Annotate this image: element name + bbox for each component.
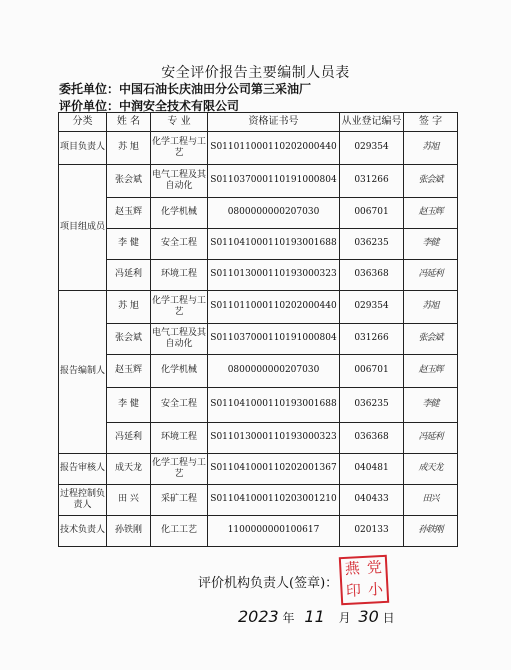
organization-head-label: 评价机构负责人(签章)： bbox=[198, 576, 339, 591]
major-cell: 化工工艺 bbox=[151, 516, 208, 547]
signature-cell: 成天龙 bbox=[404, 454, 458, 485]
name-cell: 成天龙 bbox=[107, 454, 151, 485]
group-cell: 技术负责人 bbox=[59, 516, 107, 547]
signature-cell: 冯延利 bbox=[404, 260, 458, 291]
major-cell: 采矿工程 bbox=[151, 485, 208, 516]
signature-cell: 孙铁刚 bbox=[404, 516, 458, 547]
reg-cell: 036368 bbox=[340, 423, 404, 454]
cert-cell: S011041000110193001688 bbox=[208, 388, 340, 423]
name-cell: 李 健 bbox=[107, 388, 151, 423]
name-cell: 苏 旭 bbox=[107, 291, 151, 324]
header-cert: 资格证书号 bbox=[208, 113, 340, 132]
header-major: 专 业 bbox=[151, 113, 208, 132]
header-category: 分类 bbox=[59, 113, 107, 132]
cert-cell: S011041000110202001367 bbox=[208, 454, 340, 485]
header-reg: 从业登记编号 bbox=[340, 113, 404, 132]
signature-cell: 张会斌 bbox=[404, 165, 458, 198]
reg-cell: 036235 bbox=[340, 388, 404, 423]
stamp-char: 燕 bbox=[344, 559, 361, 578]
major-cell: 电气工程及其自动化 bbox=[151, 324, 208, 355]
signature-cell: 冯延利 bbox=[404, 423, 458, 454]
signature-cell: 田兴 bbox=[404, 485, 458, 516]
group-cell: 过程控制负责人 bbox=[59, 485, 107, 516]
major-cell: 化学工程与工艺 bbox=[151, 132, 208, 165]
major-cell: 安全工程 bbox=[151, 388, 208, 423]
table-row bbox=[59, 324, 458, 355]
table-row bbox=[59, 388, 458, 423]
signing-date bbox=[238, 607, 395, 626]
evaluator-label: 评价单位： bbox=[59, 99, 120, 113]
table-row bbox=[59, 485, 458, 516]
name-cell: 张会斌 bbox=[107, 324, 151, 355]
reg-cell: 029354 bbox=[340, 291, 404, 324]
table-row bbox=[59, 355, 458, 388]
table-row bbox=[59, 454, 458, 485]
cert-cell: S011013000110193000323 bbox=[208, 423, 340, 454]
reg-cell: 029354 bbox=[340, 132, 404, 165]
reg-cell: 036368 bbox=[340, 260, 404, 291]
name-cell: 张会斌 bbox=[107, 165, 151, 198]
reg-cell: 020133 bbox=[340, 516, 404, 547]
table-row bbox=[59, 198, 458, 229]
major-cell: 环境工程 bbox=[151, 423, 208, 454]
cert-cell: 0800000000207030 bbox=[208, 355, 340, 388]
major-cell: 化学机械 bbox=[151, 355, 208, 388]
table-row bbox=[59, 423, 458, 454]
name-cell: 苏 旭 bbox=[107, 132, 151, 165]
stamp-char: 小 bbox=[367, 580, 384, 599]
month-label: 月 bbox=[338, 611, 351, 625]
cert-cell: 1100000000100617 bbox=[208, 516, 340, 547]
signature-cell: 赵玉辉 bbox=[404, 355, 458, 388]
group-cell: 报告编制人 bbox=[59, 291, 107, 454]
year-handwritten: 2023 bbox=[238, 607, 279, 626]
cert-cell: S011037000110191000804 bbox=[208, 324, 340, 355]
stamp-char: 党 bbox=[366, 558, 383, 577]
cert-cell: S011013000110193000323 bbox=[208, 260, 340, 291]
reg-cell: 006701 bbox=[340, 355, 404, 388]
signature-cell: 苏旭 bbox=[404, 291, 458, 324]
group-cell: 报告审核人 bbox=[59, 454, 107, 485]
header-signature: 签 字 bbox=[404, 113, 458, 132]
group-cell: 项目组成员 bbox=[59, 165, 107, 291]
table-row bbox=[59, 260, 458, 291]
table-row bbox=[59, 516, 458, 547]
table-row bbox=[59, 229, 458, 260]
table-header-row bbox=[59, 113, 458, 132]
signature-cell: 李健 bbox=[404, 229, 458, 260]
seal-stamp bbox=[339, 555, 389, 605]
table-row bbox=[59, 165, 458, 198]
client-line bbox=[59, 80, 311, 97]
group-cell: 项目负责人 bbox=[59, 132, 107, 165]
client-value: 中国石油长庆油田分公司第三采油厂 bbox=[119, 82, 312, 96]
document-title: 安全评价报告主要编制人员表 bbox=[161, 65, 350, 81]
signature-cell: 苏旭 bbox=[404, 132, 458, 165]
signature-cell: 李健 bbox=[404, 388, 458, 423]
reg-cell: 031266 bbox=[340, 165, 404, 198]
major-cell: 化学工程与工艺 bbox=[151, 291, 208, 324]
cert-cell: 0800000000207030 bbox=[208, 198, 340, 229]
cert-cell: S011041000110203001210 bbox=[208, 485, 340, 516]
name-cell: 冯延利 bbox=[107, 260, 151, 291]
cert-cell: S011011000110202000440 bbox=[208, 132, 340, 165]
name-cell: 田 兴 bbox=[107, 485, 151, 516]
client-label: 委托单位： bbox=[59, 82, 120, 96]
cert-cell: S011011000110202000440 bbox=[208, 291, 340, 324]
table-row bbox=[59, 291, 458, 324]
name-cell: 赵玉辉 bbox=[107, 198, 151, 229]
major-cell: 电气工程及其自动化 bbox=[151, 165, 208, 198]
major-cell: 化学机械 bbox=[151, 198, 208, 229]
name-cell: 冯延利 bbox=[107, 423, 151, 454]
reg-cell: 040433 bbox=[340, 485, 404, 516]
cert-cell: S011037000110191000804 bbox=[208, 165, 340, 198]
day-handwritten: 30 bbox=[358, 607, 379, 626]
cert-cell: S011041000110193001688 bbox=[208, 229, 340, 260]
major-cell: 化学工程与工艺 bbox=[151, 454, 208, 485]
month-handwritten: 11 bbox=[304, 607, 325, 626]
reg-cell: 006701 bbox=[340, 198, 404, 229]
reg-cell: 040481 bbox=[340, 454, 404, 485]
table-row bbox=[59, 132, 458, 165]
evaluator-value: 中润安全技术有限公司 bbox=[119, 99, 240, 113]
signature-cell: 赵玉辉 bbox=[404, 198, 458, 229]
year-label: 年 bbox=[282, 611, 295, 625]
stamp-char: 印 bbox=[345, 581, 362, 600]
signature-cell: 张会斌 bbox=[404, 324, 458, 355]
name-cell: 李 健 bbox=[107, 229, 151, 260]
major-cell: 环境工程 bbox=[151, 260, 208, 291]
name-cell: 赵玉辉 bbox=[107, 355, 151, 388]
name-cell: 孙铁刚 bbox=[107, 516, 151, 547]
reg-cell: 036235 bbox=[340, 229, 404, 260]
staff-table bbox=[58, 112, 458, 547]
day-label: 日 bbox=[382, 611, 395, 625]
major-cell: 安全工程 bbox=[151, 229, 208, 260]
header-name: 姓 名 bbox=[107, 113, 151, 132]
reg-cell: 031266 bbox=[340, 324, 404, 355]
